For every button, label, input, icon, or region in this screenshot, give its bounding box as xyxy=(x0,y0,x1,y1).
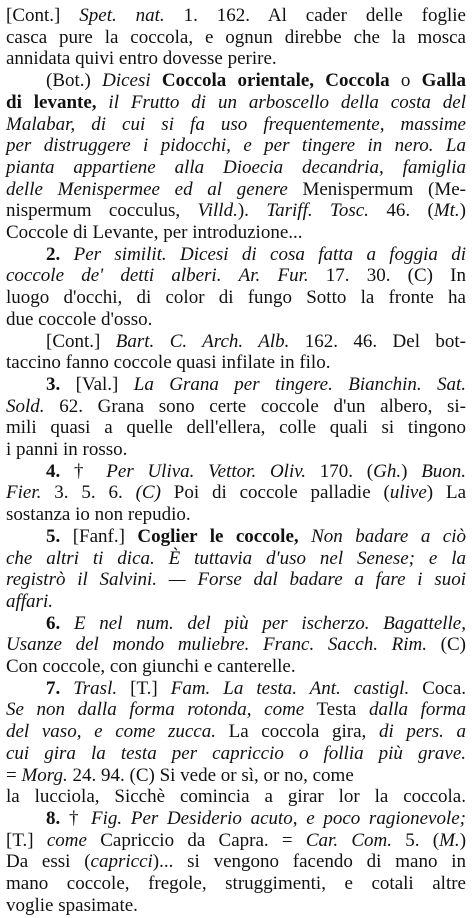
entry-heading-text: 3. xyxy=(46,373,76,395)
body-text: ) xyxy=(459,829,467,851)
entry-heading-text: 8. xyxy=(46,807,69,829)
body-text: 162. 46. Del bot- xyxy=(289,330,466,352)
italic-text: Villd. xyxy=(197,200,238,222)
text-line xyxy=(6,199,466,223)
body-text: 3. 5. 6. xyxy=(41,482,136,504)
body-text: ) xyxy=(401,460,422,482)
body-text: [T.] xyxy=(6,829,47,851)
text-line xyxy=(6,438,466,462)
body-text: ) xyxy=(459,200,466,222)
italic-text: Car. Com. xyxy=(305,829,392,851)
text-line xyxy=(6,547,466,571)
italic-text: coccole de' detti alberi. xyxy=(6,265,222,287)
body-text: [Cont.] xyxy=(46,330,116,352)
italic-text: delle Menispermee ed al genere xyxy=(6,178,288,200)
italic-text: il Frutto di un arboscello della costa del xyxy=(96,91,467,113)
text-line xyxy=(46,677,466,701)
body-text: mano coccole, fregole, struggimenti, e cotali altre xyxy=(6,873,466,894)
italic-text: ulive xyxy=(389,482,427,504)
text-line xyxy=(6,655,466,679)
text-line xyxy=(6,503,466,527)
text-line xyxy=(6,178,466,202)
body-text: nispermum cocculus, xyxy=(6,200,198,222)
italic-text: Per Uliva. Vettor. Oliv. xyxy=(106,460,307,482)
italic-text: Forse dal badare a fare i suoi xyxy=(197,569,466,591)
italic-text: di pers. a xyxy=(378,721,467,743)
text-line xyxy=(6,568,466,592)
body-text: La coccola gira, xyxy=(215,721,379,743)
italic-text: Trasl. xyxy=(73,677,118,699)
text-line xyxy=(6,872,466,896)
body-text xyxy=(186,569,198,590)
italic-text: Malabar, di cui si fa uso frequentemente, massime xyxy=(6,113,466,135)
body-text: 24. 94. (C) Si vede or sì, or no, come xyxy=(67,764,354,786)
italic-text: cui gira la testa per capriccio o follia più grave. xyxy=(6,742,466,764)
body-text: † xyxy=(74,460,107,482)
body-text: o xyxy=(389,70,422,92)
body-text: Capriccio da Capra. = xyxy=(86,829,306,851)
italic-text: Fig. Per Desiderio acuto, e poco ragionevole; xyxy=(91,807,467,829)
text-line xyxy=(6,894,466,918)
body-text: 46. ( xyxy=(368,200,434,222)
body-text: Poi di coccole palladie ( xyxy=(160,482,390,504)
body-text: Coca. xyxy=(409,677,467,699)
body-text: )... si vengono facendo di mano in xyxy=(152,851,466,873)
text-line xyxy=(46,460,466,484)
italic-text: Morg. xyxy=(21,764,68,786)
body-text: la lucciola, Sicchè comincia a girar lor la coccola. xyxy=(6,786,466,808)
italic-text: La Grana per tingere. Bianchin. Sat. xyxy=(133,373,467,395)
body-text: [Cont.] xyxy=(6,5,80,26)
italic-text: Usanze del mondo muliebre. Franc. Sacch. Rim. xyxy=(6,634,428,656)
entry-heading-text: Galla xyxy=(421,70,467,92)
body-text: (C) xyxy=(427,634,466,656)
italic-text: come xyxy=(46,829,87,851)
entry-heading-text: 4. xyxy=(46,460,75,482)
text-line xyxy=(6,4,466,28)
text-line xyxy=(6,286,466,310)
body-text: sostanza io non repudio. xyxy=(6,504,191,526)
italic-text: M. xyxy=(439,829,460,851)
text-line xyxy=(46,243,466,267)
italic-text: Bart. C. Arch. Alb. xyxy=(115,330,290,352)
text-line xyxy=(46,373,466,397)
text-line xyxy=(6,698,466,722)
body-text: due coccole d'osso. xyxy=(6,308,153,330)
text-line xyxy=(6,395,466,419)
body-text: casca pure la coccola, e ognun direbbe che la mosca xyxy=(6,26,466,48)
text-line xyxy=(6,308,466,332)
italic-text: Gh. xyxy=(373,460,402,482)
text-line xyxy=(6,481,466,505)
text-line xyxy=(6,113,466,137)
body-text: Menispermum (Me- xyxy=(287,178,466,200)
body-text: taccino fanno coccole quasi infilate in filo. xyxy=(6,352,331,374)
italic-text: E nel num. del più per ischerzo. Bagattelle, xyxy=(73,612,466,634)
italic-text: Ar. Fur. xyxy=(238,265,309,287)
body-text: annidata quivi entro dovesse perire. xyxy=(6,48,277,70)
body-text: Testa xyxy=(304,699,369,721)
italic-text: Fier. xyxy=(6,482,42,504)
body-text: i panni in rosso. xyxy=(6,439,128,460)
italic-text: pianta appartiene alla Dioecia decandria, famiglia xyxy=(6,156,466,178)
body-text: [Fanf.] xyxy=(72,525,138,547)
body-text: [Val.] xyxy=(75,373,134,395)
body-text: (Bot.) xyxy=(46,70,103,92)
entry-heading-text: Coglier le coccole, xyxy=(137,525,299,547)
text-line xyxy=(6,221,466,245)
text-line xyxy=(6,633,466,657)
text-line xyxy=(6,156,466,180)
body-text: 17. 30. (C) In xyxy=(308,265,467,287)
text-line xyxy=(6,26,466,50)
italic-text: Buon. xyxy=(421,460,467,482)
body-text: 170. ( xyxy=(306,460,374,482)
body-text: Da essi ( xyxy=(6,851,91,873)
body-text: Coccole di Levante, per introduzione... xyxy=(6,222,303,243)
italic-text: Fam. La testa. Ant. castigl. xyxy=(170,677,410,699)
italic-text: (C) xyxy=(135,482,161,504)
text-line xyxy=(6,264,466,288)
text-line xyxy=(6,134,466,158)
body-text: mili quasi a quelle dell'ellera, colle quali si tingono xyxy=(6,417,466,439)
text-line xyxy=(46,330,466,354)
italic-text: Per similit. Dicesi di cosa fatta a foggia di xyxy=(73,243,466,265)
italic-text: registrò il Salvini. — xyxy=(6,569,186,591)
italic-text: Sold. xyxy=(6,395,45,417)
text-line xyxy=(6,829,466,853)
text-line xyxy=(6,850,466,874)
text-line xyxy=(46,69,466,93)
body-text: ). xyxy=(237,200,267,222)
body-text: 62. Grana sono certe coccole d'un albero, si- xyxy=(44,395,466,417)
text-line xyxy=(6,590,466,614)
italic-text: capricci xyxy=(90,851,153,873)
text-line xyxy=(6,742,466,766)
italic-text: Spet. nat. xyxy=(79,5,165,26)
body-text: Con coccole, con giunchi e canterelle. xyxy=(6,656,296,677)
text-line xyxy=(6,351,466,375)
italic-text: Dicesi xyxy=(102,70,151,92)
italic-text: per distruggere i pidocchi, e per tingere in nero. La xyxy=(6,135,466,157)
body-text: † xyxy=(68,807,92,829)
body-text: 5. ( xyxy=(392,829,440,851)
italic-text: Tariff. Tosc. xyxy=(266,200,369,222)
italic-text: dalla forma xyxy=(368,699,466,721)
body-text xyxy=(221,265,238,286)
text-line xyxy=(46,612,466,636)
body-text: voglie spasimate. xyxy=(6,894,138,916)
text-line xyxy=(6,720,466,744)
body-text: [T.] xyxy=(117,677,171,699)
text-line xyxy=(6,416,466,440)
text-line xyxy=(6,47,466,71)
italic-text: Se non dalla forma rotonda, come xyxy=(6,699,305,721)
italic-text: Non badare a ciò xyxy=(298,525,467,547)
entry-heading-text: 7. xyxy=(46,677,74,699)
body-text: ) La xyxy=(426,482,466,504)
body-text: = xyxy=(6,764,22,786)
italic-text: Mt. xyxy=(433,200,460,222)
text-line xyxy=(6,785,466,809)
text-line xyxy=(6,764,466,788)
italic-text: affari. xyxy=(6,590,53,612)
text-line xyxy=(46,807,466,831)
body-text: 1. 162. Al cader delle foglie xyxy=(164,5,466,26)
text-line xyxy=(6,91,466,115)
text-line xyxy=(46,525,466,549)
italic-text: del vaso, e come zucca. xyxy=(6,721,216,743)
entry-heading-text: 6. xyxy=(46,612,74,634)
entry-heading-text: 2. xyxy=(46,243,74,265)
entry-heading-text: di levante, xyxy=(6,91,97,113)
body-text: luogo d'occhi, di color di fungo Sotto la fronte ha xyxy=(6,287,466,309)
entry-heading-text: Coccola orientale, Coccola xyxy=(150,70,390,92)
italic-text: che altri ti dica. È tuttavia d'uso nel Senese; e la xyxy=(6,547,466,569)
entry-heading-text: 5. xyxy=(46,525,73,547)
